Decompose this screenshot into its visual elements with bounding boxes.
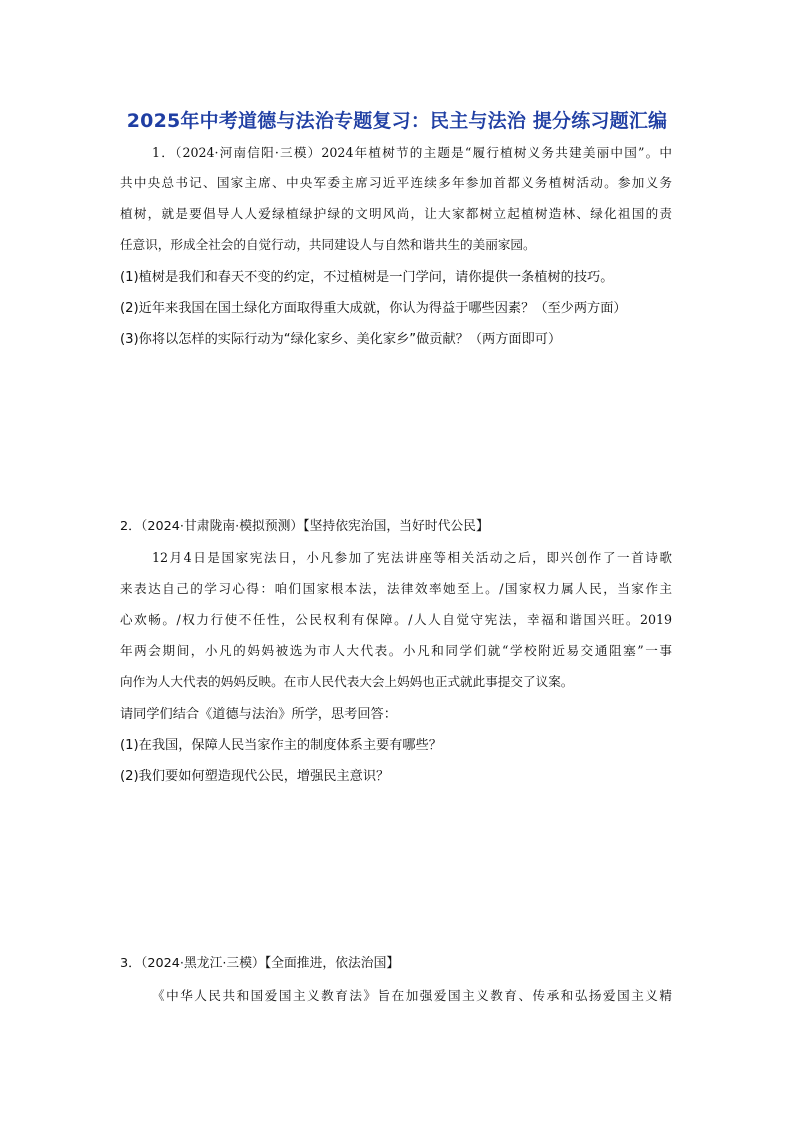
q3-header: 3．（2024·黑龙江·三模）【全面推进，依法治国】 (120, 956, 400, 971)
q2-material-line-4: 年两会期间，小凡的妈妈被选为市人大代表。小凡和同学们就“学校附近易交通阻塞”一事 (120, 643, 672, 658)
q3-material-line-1: 《中华人民共和国爱国主义教育法》旨在加强爱国主义教育、传承和弘扬爱国主义精 (152, 988, 672, 1003)
q2-material-line-2: 来表达自己的学习心得：咱们国家根本法，法律效率她至上。/国家权力属人民，当家作主 (120, 581, 672, 596)
q1-sub-3: (3)你将以怎样的实际行动为“绿化家乡、美化家乡”做贡献？（两方面即可） (120, 332, 562, 347)
q2-material-line-5: 向作为人大代表的妈妈反映。在市人民代表大会上妈妈也正式就此事提交了议案。 (120, 674, 574, 689)
page-title: 2025年中考道德与法治专题复习：民主与法治 提分练习题汇编 (126, 110, 668, 132)
q2-prompt: 请同学们结合《道德与法治》所学，思考回答： (120, 707, 397, 722)
q2-header: 2．（2024·甘肃陇南·模拟预测）【坚持依宪治国，当好时代公民】 (120, 519, 489, 534)
q1-sub-1: (1)植树是我们和春天不变的约定，不过植树是一门学问，请你提供一条植树的技巧。 (120, 270, 614, 285)
q1-intro-line-4: 任意识，形成全社会的自觉行动，共同建设人与自然和谐共生的美丽家园。 (120, 237, 536, 252)
q2-material-line-3: 心欢畅。/权力行使不任性，公民权利有保障。/人人自觉守宪法，幸福和谐国兴旺。2019 (120, 612, 672, 627)
q2-sub-2: (2)我们要如何塑造现代公民，增强民主意识？ (120, 769, 390, 784)
q2-material-line-1: 12月4日是国家宪法日，小凡参加了宪法讲座等相关活动之后，即兴创作了一首诗歌 (152, 550, 672, 565)
q1-sub-2: (2)近年来我国在国土绿化方面取得重大成就，你认为得益于哪些因素？（至少两方面） (120, 301, 627, 316)
q1-intro-line-1: 1．（2024·河南信阳·三模）2024年植树节的主题是“履行植树义务共建美丽中国”。中 (152, 145, 672, 160)
q1-intro-line-2: 共中央总书记、国家主席、中央军委主席习近平连续多年参加首都义务植树活动。参加义务 (120, 175, 672, 190)
q1-intro-line-3: 植树，就是要倡导人人爱绿植绿护绿的文明风尚，让大家都树立起植树造林、绿化祖国的责 (120, 206, 672, 221)
q2-sub-1: (1)在我国，保障人民当家作主的制度体系主要有哪些？ (120, 738, 442, 753)
